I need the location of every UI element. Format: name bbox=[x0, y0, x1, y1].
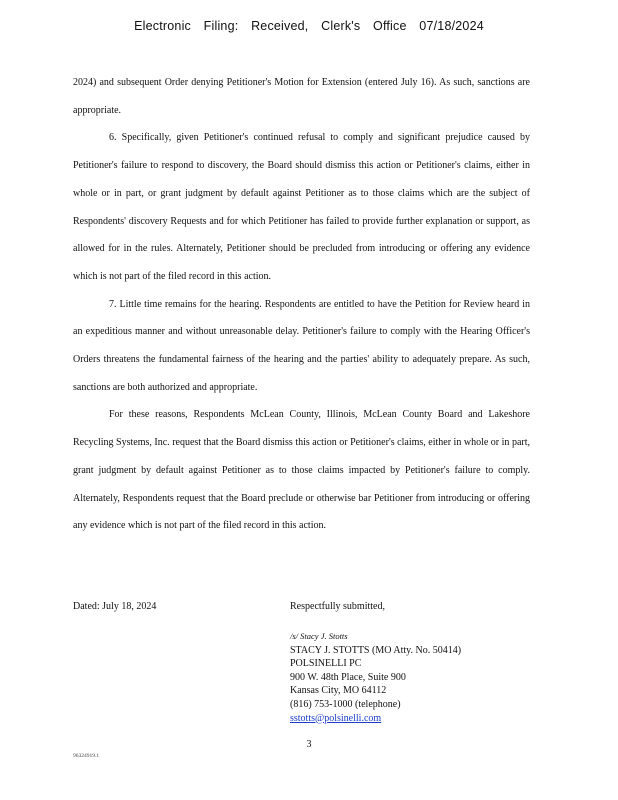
paragraph-continuation: 2024) and subsequent Order denying Petitioner's Motion for Extension (entered July 16). As such, sanctions are appropriate. bbox=[73, 77, 530, 116]
phone-line: (816) 753-1000 (telephone) bbox=[290, 698, 401, 710]
dated-line: Dated: July 18, 2024 bbox=[73, 601, 157, 612]
signature-block bbox=[290, 630, 461, 725]
page-number: 3 bbox=[306, 739, 312, 750]
paragraph-7: 7. Little time remains for the hearing. Respondents are entitled to have the Petition for Review heard in an expeditious manner and without unreasonable delay. Petitioner's failure to comply with the Hearing Officer's Orders threatens the fundamental fairness of the hearing and the parties' ability to adequately prepare. As such, sanctions are both authorized and appropriate. bbox=[73, 298, 530, 393]
email-link[interactable]: sstotts@polsinelli.com bbox=[290, 712, 382, 724]
address-line-1: 900 W. 48th Place, Suite 900 bbox=[290, 671, 406, 683]
filing-header: Electronic Filing: Received, Clerk's Office 07/18/2024 bbox=[134, 19, 484, 33]
paragraph-6: 6. Specifically, given Petitioner's continued refusal to comply and significant prejudice caused by Petitioner's failure to respond to discovery, the Board should dismiss this action or Petitioner's claims, either in whole or in part, or grant judgment by default against Petitioner as to those claims which are the subject of Respondents' discovery Requests and for which Petitioner has failed to provide further explanation or support, as allowed for in the rules. Alternately, Petitioner should be precluded from introducing or offering any evidence which is not part of the filed record in this action. bbox=[73, 132, 530, 282]
firm-name: POLSINELLI PC bbox=[290, 658, 362, 670]
electronic-signature: /s/ Stacy J. Stotts bbox=[290, 631, 348, 641]
closing-line: Respectfully submitted, bbox=[290, 601, 385, 612]
document-body bbox=[73, 69, 530, 540]
address-line-2: Kansas City, MO 64112 bbox=[290, 685, 387, 697]
attorney-name: STACY J. STOTTS (MO Atty. No. 50414) bbox=[290, 644, 462, 656]
paragraph-conclusion: For these reasons, Respondents McLean County, Illinois, McLean County Board and Lakeshore Recycling Systems, Inc. request that the Board dismiss this action or Petitioner's claims, either in whole or in part, grant judgment by default against Petitioner as to those claims impacted by Petitioner's failure to comply. Alternately, Respondents request that the Board preclude or otherwise bar Petitioner from introducing or offering any evidence which is not part of the filed record in this action. bbox=[73, 409, 530, 532]
document-id: 96324919.1 bbox=[73, 753, 100, 759]
